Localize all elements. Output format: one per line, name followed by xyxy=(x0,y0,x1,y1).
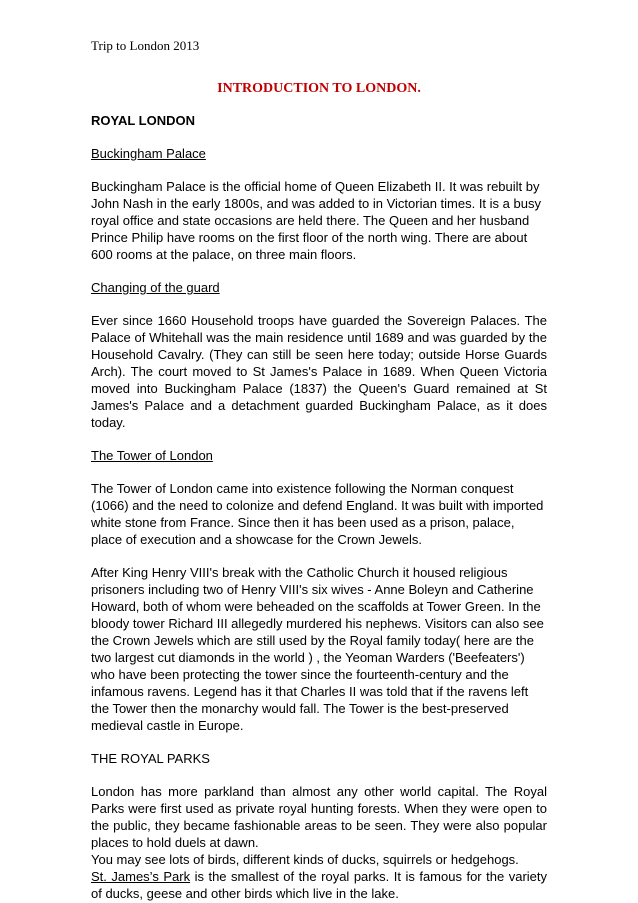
heading-buckingham-palace: Buckingham Palace xyxy=(91,146,206,161)
document-title: INTRODUCTION TO LONDON. xyxy=(217,81,421,96)
st-james-park-link[interactable]: St. James’s Park xyxy=(91,869,191,884)
heading-tower-of-london: The Tower of London xyxy=(91,448,213,463)
heading-royal-parks: THE ROYAL PARKS xyxy=(91,751,210,766)
paragraph-tower-of-london-1: The Tower of London came into existence following the Norman conquest (1066) and the need to colonize and defend England. It was built with imported white stone from France. Since then it has been used as a prison, palace, place of execution and a showcase for the Crown Jewels. xyxy=(91,481,544,547)
paragraph-tower-of-london-2: After King Henry VIII's break with the Catholic Church it housed religious prisoners including two of Henry VIII's six wives - Anne Boleyn and Catherine Howard, both of whom were beheaded on the scaffolds at Tower Green. In the bloody tower Richard III allegedly murdered his nephews. Visitors can also see the Crown Jewels which are still used by the Royal family today( here are the two largest cut diamonds in the world ) , the Yeoman Warders ('Beefeaters') who have been protecting the tower since the fourteenth-century and the infamous ravens. Legend has it that Charles II was told that if the ravens left the Tower then the monarchy would fall. The Tower is the best-preserved medieval castle in Europe. xyxy=(91,565,544,733)
paragraph-royal-parks-1: London has more parkland than almost any other world capital. The Royal Parks were first used as private royal hunting forests. When they were open to the public, they became fashionable areas to be seen. They were also popular places to hold duels at dawn. xyxy=(91,784,547,850)
section-title-royal-london: ROYAL LONDON xyxy=(91,113,196,128)
heading-changing-of-the-guard: Changing of the guard xyxy=(91,280,220,295)
paragraph-changing-of-the-guard: Ever since 1660 Household troops have guarded the Sovereign Palaces. The Palace of Whitehall was the main residence until 1689 and was guarded by the Household Cavalry. (They can still be seen here today; outside Horse Guards Arch). The court moved to St James's Palace in 1689. When Queen Victoria moved into Buckingham Palace (1837) the Queen's Guard remained at St James's Palace and a detachment guarded Buckingham Palace, as it does today. xyxy=(91,313,547,430)
page-header: Trip to London 2013 xyxy=(91,38,200,53)
paragraph-royal-parks-2: You may see lots of birds, different kinds of ducks, squirrels or hedgehogs. xyxy=(91,852,519,867)
st-james-park-text: is the smallest of the royal parks. It is famous for the variety of ducks, geese and other birds which live in the lake. xyxy=(91,869,547,901)
paragraph-buckingham-palace: Buckingham Palace is the official home of Queen Elizabeth II. It was rebuilt by John Nash in the early 1800s, and was added to in Victorian times. It is a busy royal office and state occasions are held there. The Queen and her husband Prince Philip have rooms on the first floor of the north wing. There are about 600 rooms at the palace, on three main floors. xyxy=(91,179,541,262)
paragraph-st-james-park xyxy=(91,868,547,902)
